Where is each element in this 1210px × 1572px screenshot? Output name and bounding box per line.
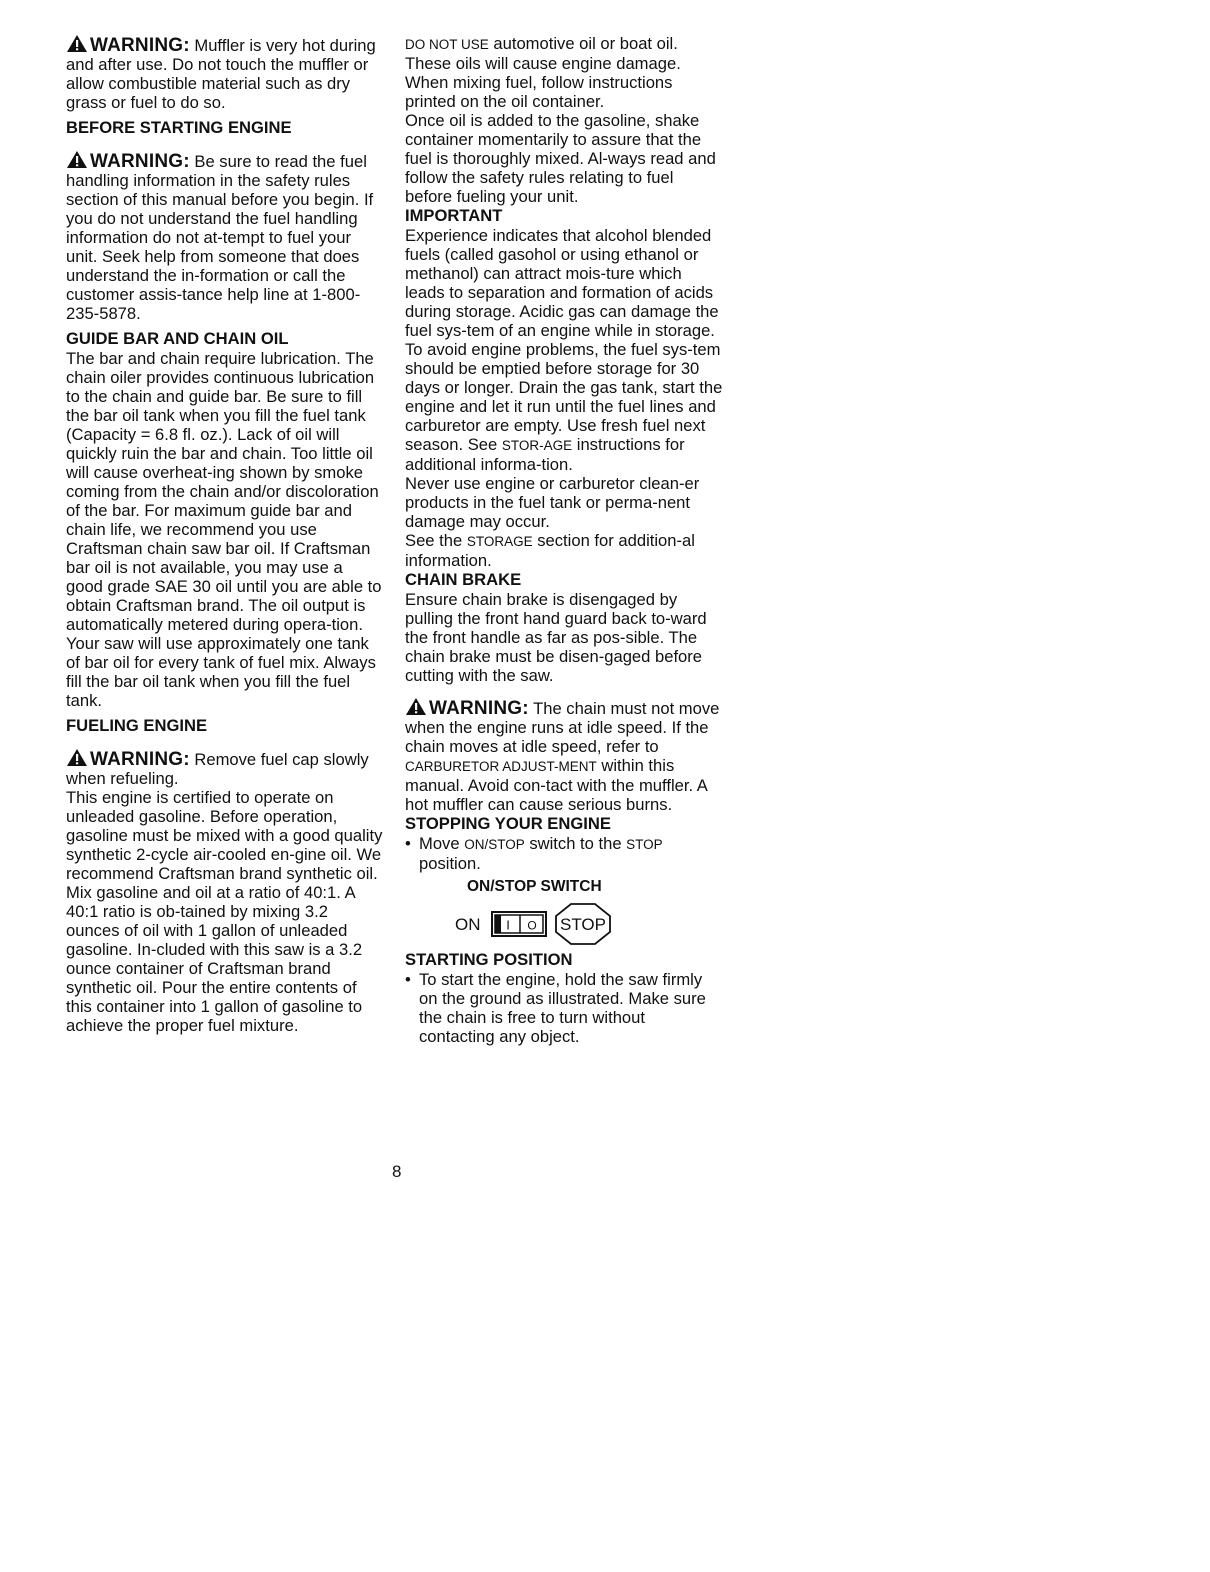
right-column	[405, 34, 725, 1046]
small-caps-text: STOR-AGE	[501, 438, 573, 453]
paragraph-do-not-use	[405, 34, 725, 111]
text: switch to the	[524, 834, 627, 853]
warning-text: Be sure to read the fuel handling information in the safety rules section of this manual before you begin. If you do not understand the fuel handling information do not at-tempt to fuel your unit. Seek help from someone that does understand the in-formation or call the customer assis-tance help line at 1-800-235-5878.	[66, 152, 374, 323]
paragraph-guide-bar: The bar and chain require lubrication. The chain oiler provides continuous lubrication to the chain and guide bar. Be sure to fill the bar oil tank when you fill the fuel tank (Capacity = 6.8 fl. oz.). Lack of oil will quickly ruin the bar and chain. Too little oil will cause overheat-ing shown by smoke coming from the chain and/or discoloration of the bar. For maximum guide bar and chain life, we recommend you use Craftsman chain saw bar oil. If Craftsman bar oil is not available, you may use a good grade SAE 30 oil until you are able to obtain Craftsman brand. The oil output is automatically metered during opera-tion. Your saw will use approximately one tank of bar oil for every tank of fuel mix. Always fill the bar oil tank when you fill the fuel tank.	[66, 349, 382, 710]
heading-stopping: STOPPING YOUR ENGINE	[405, 814, 611, 833]
warning-triangle-icon	[66, 748, 88, 767]
switch-caption: ON/STOP SWITCH	[467, 878, 602, 895]
warning-label: WARNING:	[90, 35, 190, 56]
warning-text: The chain must not move when the engine runs at idle speed. If the chain moves at idle speed, refer to	[405, 699, 720, 756]
bullet-move-switch	[405, 834, 725, 873]
switch-icon	[491, 911, 547, 937]
heading-guide-bar: GUIDE BAR AND CHAIN OIL	[66, 329, 289, 348]
text: See the	[405, 531, 467, 550]
warning-label: WARNING:	[429, 698, 529, 719]
small-caps-text: STOP	[626, 837, 663, 852]
warning-text: Remove fuel cap slowly when refueling.	[66, 750, 369, 788]
heading-before-starting: BEFORE STARTING ENGINE	[66, 118, 292, 137]
heading-important: IMPORTANT	[405, 206, 503, 225]
warning-triangle-icon	[66, 34, 88, 53]
warning-triangle-icon	[66, 150, 88, 169]
stop-octagon-icon	[553, 902, 613, 946]
warning-label: WARNING:	[90, 749, 190, 770]
paragraph-chain-brake: Ensure chain brake is disengaged by pulling the front hand guard back to-ward the front handle as far as pos-sible. The chain brake must be disen-gaged before cutting with the saw.	[405, 590, 707, 685]
page-number: 8	[392, 1162, 402, 1181]
left-column	[66, 34, 384, 1035]
warning-label: WARNING:	[90, 151, 190, 172]
switch-o-text: O	[526, 918, 537, 933]
paragraph-important	[405, 226, 725, 474]
paragraph-once-oil: Once oil is added to the gasoline, shake container momentarily to assure that the fuel is thoroughly mixed. Al-ways read and follow the safety rules relating to fuel before fueling your unit.	[405, 111, 716, 206]
text: instructions for additional informa-tion.	[405, 435, 685, 474]
switch-i-text: I	[505, 917, 510, 933]
warning-text: Muffler is very hot during and after use. Do not touch the muffler or allow combustible material such as dry grass or fuel to do so.	[66, 36, 376, 112]
paragraph-see-storage	[405, 531, 725, 570]
text: section for addition-al information.	[405, 531, 695, 570]
heading-starting: STARTING POSITION	[405, 950, 573, 969]
stop-text: STOP	[559, 915, 606, 934]
warning-fuel-handling	[66, 150, 384, 323]
warning-muffler	[66, 34, 384, 112]
paragraph-fuel-mix: This engine is certified to operate on unleaded gasoline. Before operation, gasoline must be mixed with a good quality synthetic 2-cycle air-cooled en-gine oil. We recommend Craftsman brand synthetic oil. Mix gasoline and oil at a ratio of 40:1. A 40:1 ratio is ob-tained by mixing 3.2 ounces of oil with 1 gallon of unleaded gasoline. In-cluded with this saw is a 3.2 ounce container of Craftsman brand synthetic oil. Pour the entire contents of this container into 1 gallon of gasoline to achieve the proper fuel mixture.	[66, 788, 383, 1035]
text: position.	[419, 854, 481, 873]
switch-on-label: ON	[455, 914, 481, 934]
on-stop-switch-diagram	[455, 902, 725, 946]
warning-chain-idle	[405, 697, 725, 814]
text: Move	[419, 834, 465, 853]
heading-chain-brake: CHAIN BRAKE	[405, 570, 522, 589]
bullet-start-engine: • To start the engine, hold the saw firmly on the ground as illustrated. Make sure the chain is free to turn without contacting any object.	[405, 970, 725, 1046]
warning-fuel-cap	[66, 748, 384, 788]
heading-fueling: FUELING ENGINE	[66, 716, 208, 735]
text: Experience indicates that alcohol blended fuels (called gasohol or using ethanol or methanol) can attract mois-ture which leads to separation and formation of acids during storage. Acidic gas can damage the fuel sys-tem of an engine while in storage. To avoid engine problems, the fuel sys-tem should be emptied before storage for 30 days or longer. Drain the gas tank, start the engine and let it run until the fuel lines and carburetor are empty. Use fresh fuel next season. See	[405, 226, 723, 454]
small-caps-text: STORAGE	[466, 534, 533, 549]
warning-triangle-icon	[405, 697, 427, 716]
paragraph-never-use: Never use engine or carburetor clean-er products in the fuel tank or perma-nent damage may occur.	[405, 474, 700, 531]
text: automotive oil or boat oil. These oils will cause engine damage. When mixing fuel, follow instructions printed on the oil container.	[405, 34, 681, 111]
small-caps-text: DO NOT USE	[405, 37, 489, 52]
warning-text: within this manual. Avoid con-tact with the muffler. A hot muffler can cause serious burns.	[405, 756, 707, 814]
small-caps-text: ON/STOP	[464, 837, 525, 852]
small-caps-text: CARBURETOR ADJUST-MENT	[405, 759, 597, 774]
